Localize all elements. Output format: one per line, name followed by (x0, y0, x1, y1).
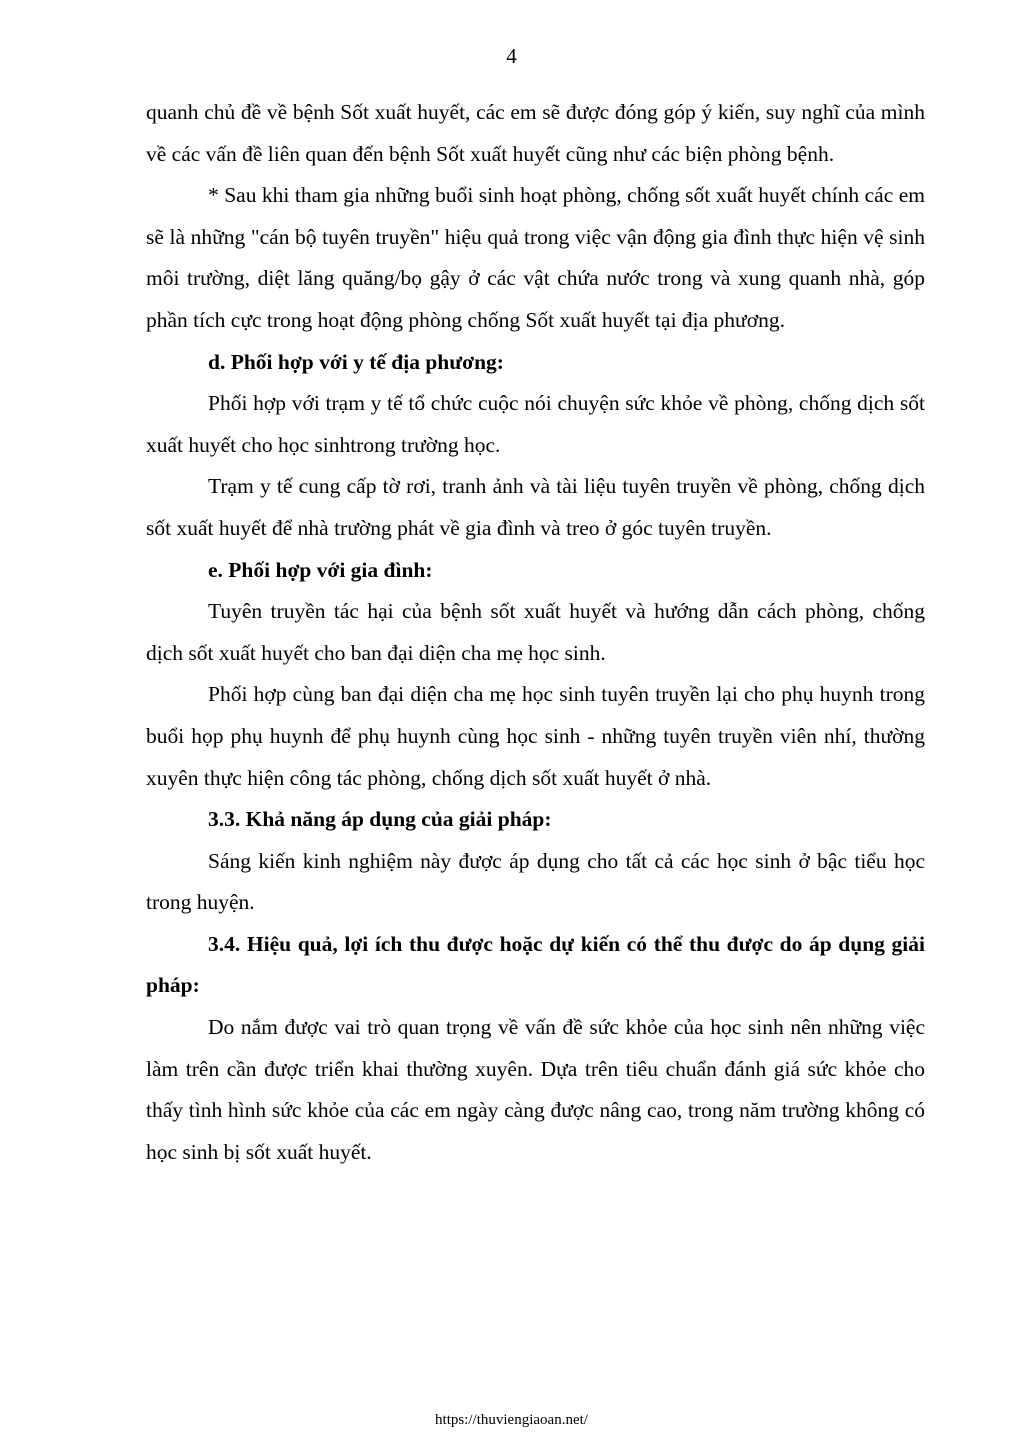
heading-applicability: 3.3. Khả năng áp dụng của giải pháp: (208, 807, 552, 832)
document-body (146, 92, 925, 1173)
page-number: 4 (506, 44, 517, 68)
footer-url: https://thuviengiaoan.net/ (435, 1412, 588, 1428)
paragraph-propaganda-officers: * Sau khi tham gia những buổi sinh hoạt phòng, chống sốt xuất huyết chính các em sẽ là những "cán bộ tuyên truyền" hiệu quả trong việc vận động gia đình thực hiện vệ sinh môi trường, diệt lăng quăng/bọ gậy ở các vật chứa nước trong và xung quanh nhà, góp phần tích cực trong hoạt động phòng chống Sốt xuất huyết tại địa phương. (146, 183, 925, 332)
paragraph-parent-committee: Tuyên truyền tác hại của bệnh sốt xuất huyết và hướng dẫn cách phòng, chống dịch sốt xuất huyết cho ban đại diện cha mẹ học sinh. (146, 599, 925, 665)
paragraph-health-talk: Phối hợp với trạm y tế tổ chức cuộc nói chuyện sức khỏe về phòng, chống dịch sốt xuất huyết cho học sinhtrong trường học. (146, 391, 925, 457)
paragraph-leaflets: Trạm y tế cung cấp tờ rơi, tranh ảnh và tài liệu tuyên truyền về phòng, chống dịch sốt xuất huyết để nhà trường phát về gia đình và treo ở góc tuyên truyền. (146, 474, 925, 540)
paragraph-intro-continued: quanh chủ đề về bệnh Sốt xuất huyết, các em sẽ được đóng góp ý kiến, suy nghĩ của mình về các vấn đề liên quan đến bệnh Sốt xuất huyết cũng như các biện phòng bệnh. (146, 100, 925, 166)
paragraph-applicability: Sáng kiến kinh nghiệm này được áp dụng cho tất cả các học sinh ở bậc tiểu học trong huyện. (146, 848, 925, 915)
paragraph-parent-meeting: Phối hợp cùng ban đại diện cha mẹ học sinh tuyên truyền lại cho phụ huynh trong buổi họp phụ huynh để phụ huynh cùng học sinh - những tuyên truyền viên nhí, thường xuyên thực hiện công tác phòng, chống dịch sốt xuất huyết ở nhà. (146, 682, 925, 790)
paragraph-effectiveness: Do nắm được vai trò quan trọng về vấn đề sức khỏe của học sinh nên những việc làm trên cần được triển khai thường xuyên. Dựa trên tiêu chuẩn đánh giá sức khỏe cho thấy tình hình sức khỏe của các em ngày càng được nâng cao, trong năm trường không có học sinh bị sốt xuất huyết. (146, 1015, 925, 1164)
heading-coordinate-local-health: d. Phối hợp với y tế địa phương: (208, 349, 504, 374)
heading-effectiveness: 3.4. Hiệu quả, lợi ích thu được hoặc dự kiến có thể thu được do áp dụng giải pháp: (146, 931, 925, 998)
heading-coordinate-family: e. Phối hợp với gia đình: (208, 557, 433, 582)
